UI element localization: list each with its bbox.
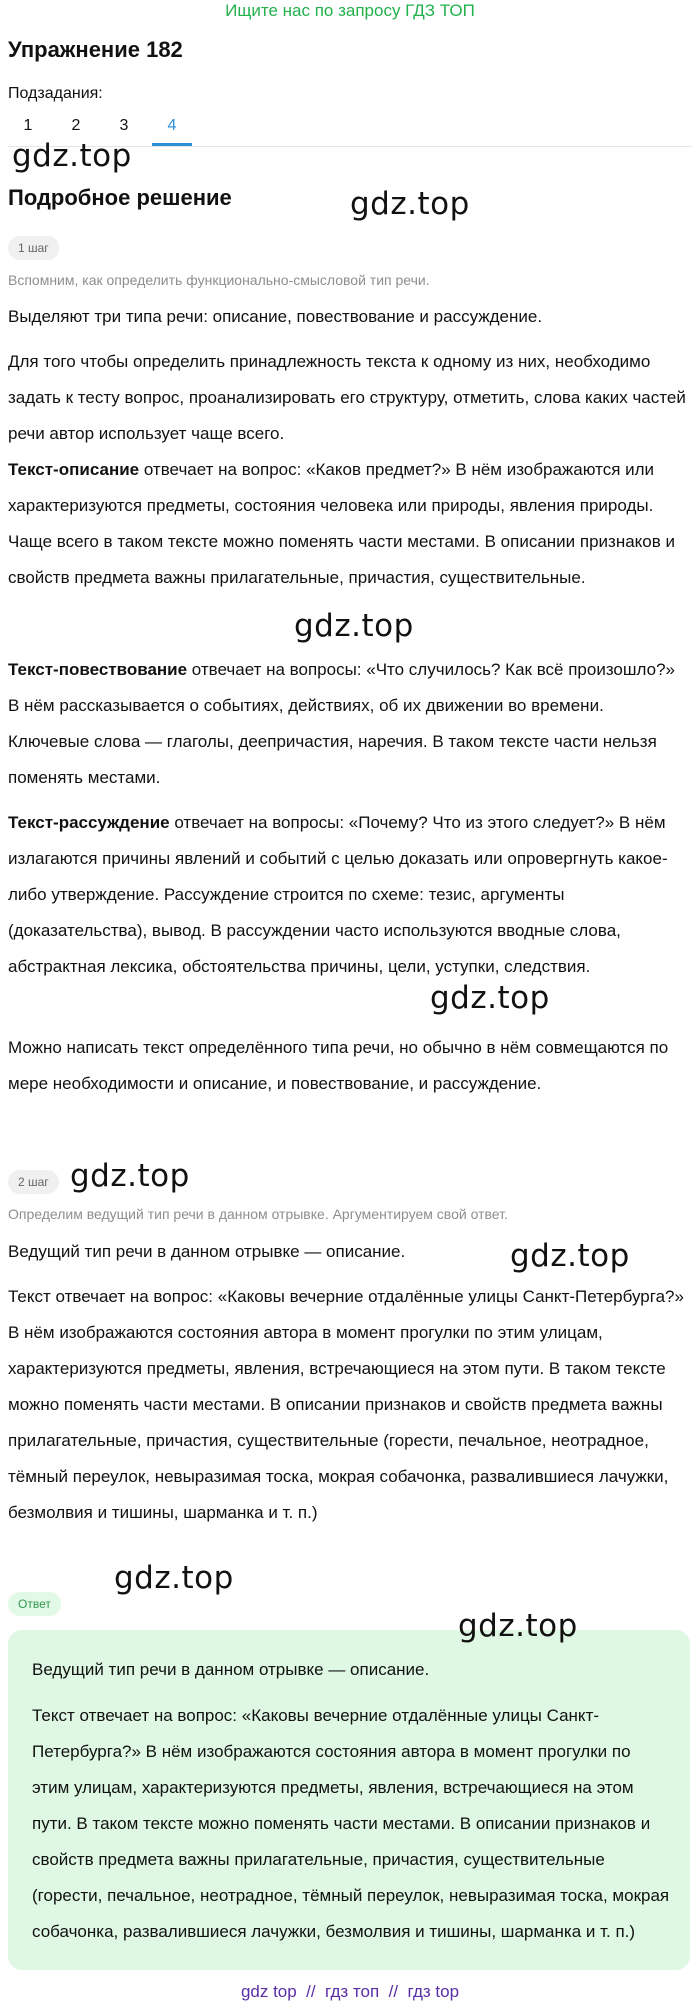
tab-4[interactable]: 4 [152, 112, 192, 146]
step1-paragraph: Можно написать текст определённого типа речи, но обычно в нём совмещаются по мере необходимости и описание, и повествование, и рассуждение. [8, 1038, 669, 1093]
answer-box [8, 1630, 690, 1970]
watermark: gdz.top [350, 186, 470, 222]
watermark: gdz.top [294, 608, 414, 644]
answer-badge: Ответ [8, 1592, 61, 1616]
step2-paragraph: Ведущий тип речи в данном отрывке — описание. [8, 1242, 406, 1261]
tab-1[interactable]: 1 [23, 117, 33, 134]
answer-paragraph: Текст отвечает на вопрос: «Каковы вечерние отдалённые улицы Санкт-Петербурга?» В нём изображаются состояния автора в момент прогулки по этим улицам, характеризуются предметы, явления, встречающиеся на этом пути. В таком тексте можно поменять части местами. В описании признаков и свойств предмета важны прилагательные, причастия, существительные (горести, печальное, неотрадное, тёмный переулок, невыразимая тоска, мокрая собачонка, развалившиеся лачужки, безмолвия и тишины, шарманка и т. п.) [32, 1706, 670, 1941]
subtasks-label: Подзадания: [8, 85, 103, 102]
term-description: Текст-описание [8, 460, 140, 479]
step-hint: Вспомним, как определить функционально-смысловой тип речи. [8, 272, 430, 288]
reasoning-paragraph [8, 805, 688, 985]
reasoning-text: отвечает на вопросы: «Почему? Что из этого следует?» В нём излагаются причины явлений и событий с целью доказать или опровергнуть какое-либо утверждение. Рассуждение строится по схеме: тезис, аргументы (доказательства), вывод. В рассуждении часто используются вводные слова, абстрактная лексика, обстоятельства причины, цели, уступки, следствия. [8, 813, 668, 976]
narration-paragraph [8, 652, 688, 796]
step-badge: 1 шаг [8, 236, 59, 260]
watermark: gdz.top [70, 1158, 190, 1194]
answer-paragraph: Ведущий тип речи в данном отрывке — описание. [32, 1660, 430, 1679]
step-badge: 2 шаг [8, 1170, 59, 1194]
tab-3[interactable]: 3 [119, 117, 129, 134]
watermark: gdz.top [114, 1560, 234, 1596]
narration-text: отвечает на вопросы: «Что случилось? Как всё произошло?» В нём рассказывается о событиях, действиях, об их движении во времени. Ключевые слова — глаголы, деепричастия, наречия. В таком тексте части нельзя поменять местами. [8, 660, 675, 787]
watermark: gdz.top [430, 980, 550, 1016]
tab-2[interactable]: 2 [71, 117, 81, 134]
watermark: gdz.top [12, 138, 132, 174]
term-narration: Текст-повествование [8, 660, 188, 679]
step-hint: Определим ведущий тип речи в данном отрывке. Аргументируем свой ответ. [8, 1206, 508, 1222]
description-paragraph [8, 452, 688, 596]
watermark: gdz.top [510, 1238, 630, 1274]
step1-paragraph: Выделяют три типа речи: описание, повествование и рассуждение. [8, 307, 543, 326]
description-text: отвечает на вопрос: «Каков предмет?» В нём изображаются или характеризуются предметы, состояния человека или природы, явления природы. Чаще всего в таком тексте можно поменять части местами. В описании признаков и свойств предмета важны прилагательные, причастия, существительные. [8, 460, 676, 587]
term-reasoning: Текст-рассуждение [8, 813, 170, 832]
step1-paragraph: Для того чтобы определить принадлежность текста к одному из них, необходимо задать к тесту вопрос, проанализировать его структуру, отметить, слова каких частей речи автор использует чаще всего. [8, 352, 686, 443]
section-title: Подробное решение [8, 185, 232, 210]
page-title: Упражнение 182 [8, 37, 183, 62]
footer-links[interactable]: gdz top // гдз топ // гдз top [240, 1982, 460, 2001]
step2-paragraph: Текст отвечает на вопрос: «Каковы вечерние отдалённые улицы Санкт-Петербурга?» В нём изображаются состояния автора в момент прогулки по этим улицам, характеризуются предметы, явления, встречающиеся на этом пути. В таком тексте можно поменять части местами. В описании признаков и свойств предмета важны прилагательные, причастия, существительные (горести, печальное, неотрадное, тёмный переулок, невыразимая тоска, мокрая собачонка, развалившиеся лачужки, безмолвия и тишины, шарманка и т. п.) [8, 1287, 684, 1522]
watermark: gdz.top [458, 1608, 578, 1644]
search-banner: Ищите нас по запросу ГДЗ ТОП [225, 1, 475, 20]
